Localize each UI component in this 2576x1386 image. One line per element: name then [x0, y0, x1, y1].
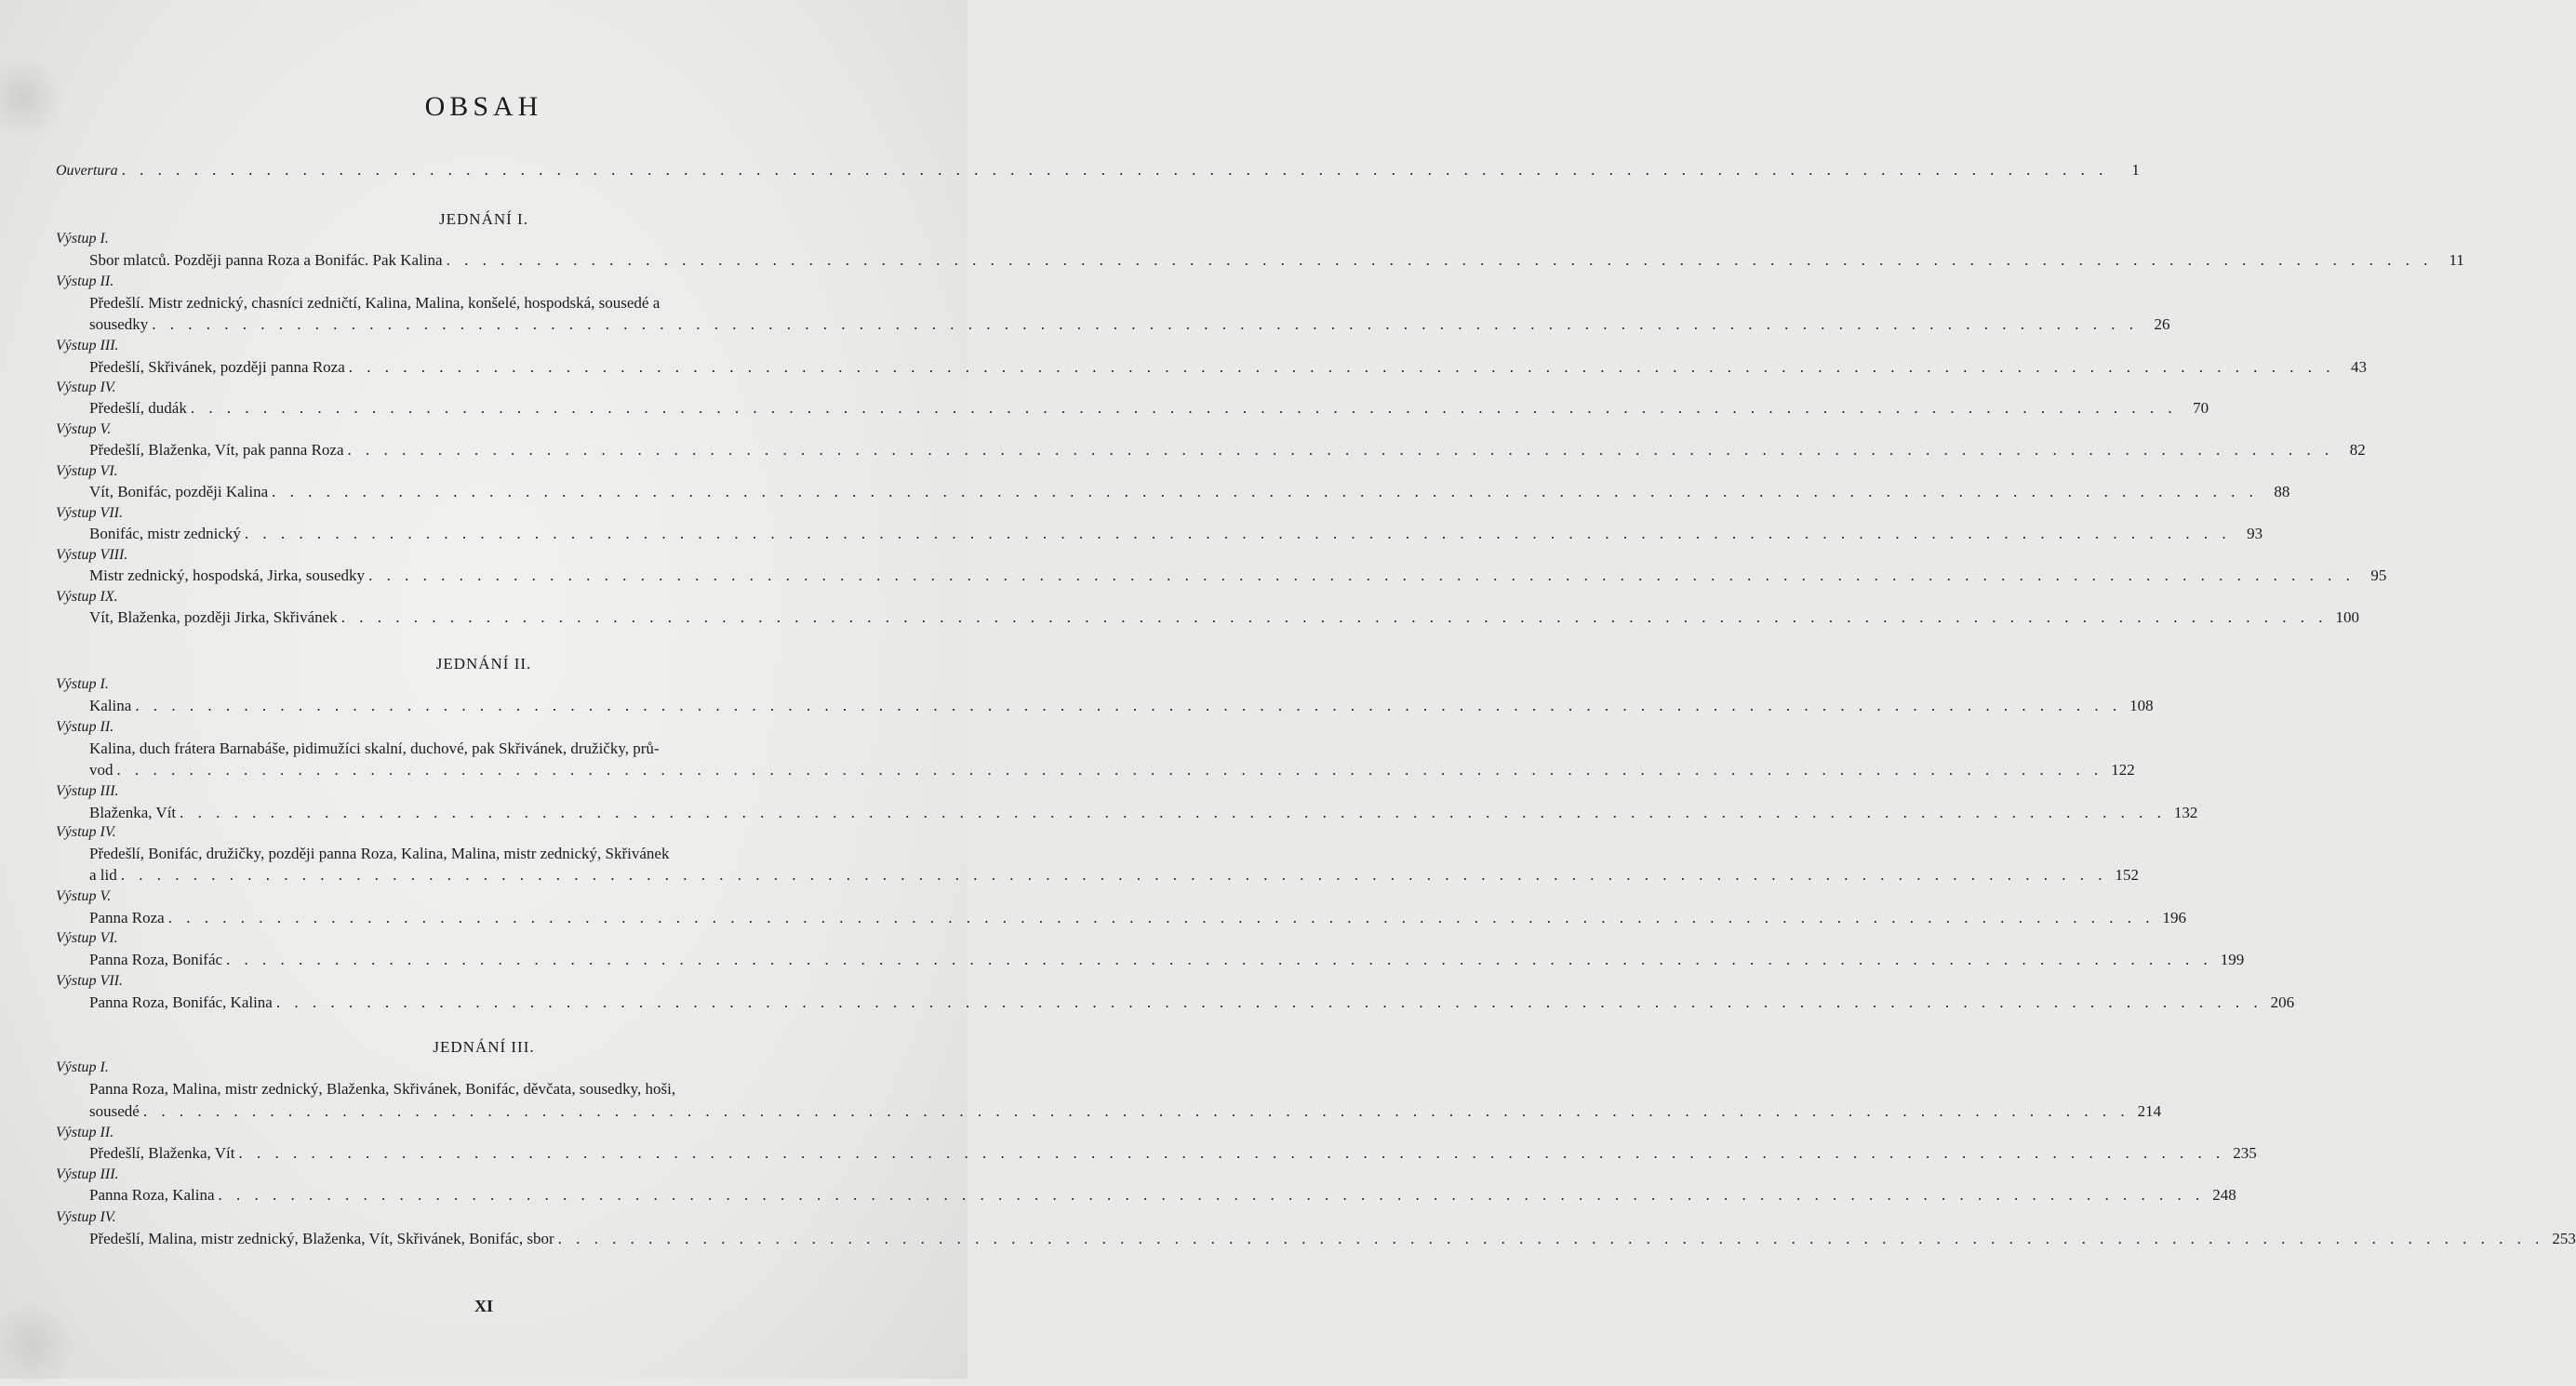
dot-leader: . . . . . . . . . . . . . . . . . . . . . . . . . . . . . . . . . . . . . . . . . . . . . . . . . . . . . . . . . . . . . . . . . . . . . . . . . . . . . . . . . . . . . . . . . . . . . . . . . . . . . . . . . . . . . .	[368, 566, 2356, 584]
dot-leader: . . . . . . . . . . . . . . . . . . . . . . . . . . . . . . . . . . . . . . . . . . . . . . . . . . . . . . . . . . . . . . . . . . . . . . . . . . . . . . . . . . . . . . . . . . . . . . . . . . . . . . . . . . . . . .	[272, 483, 2259, 500]
entry-text: Předešlí, Blaženka, Vít	[89, 1144, 235, 1162]
dot-leader: . . . . . . . . . . . . . . . . . . . . . . . . . . . . . . . . . . . . . . . . . . . . . . . . . . . . . . . . . . . . . . . . . . . . . . . . . . . . . . . . . . . . . . . . . . . . . . . . . . . . . . . . . . . . . .	[135, 697, 2122, 714]
toc-entry	[89, 1229, 2576, 1249]
dot-leader: . . . . . . . . . . . . . . . . . . . . . . . . . . . . . . . . . . . . . . . . . . . . . . . . . . . . . . . . . . . . . . . . . . . . . . . . . . . . . . . . . . . . . . . . . . . . . . . . . . . . . . . . . . . . . .	[347, 441, 2334, 459]
scene-label: Výstup II.	[56, 1125, 114, 1140]
scene-label: Výstup II.	[56, 273, 114, 289]
dot-leader: . . . . . . . . . . . . . . . . . . . . . . . . . . . . . . . . . . . . . . . . . . . . . . . . . . . . . . . . . . . . . . . . . . . . . . . . . . . . . . . . . . . . . . . . . . . . . . . . . . . . . . . . . . . . . .	[116, 761, 2103, 779]
entry-page: 43	[2351, 358, 2368, 376]
dot-leader: . . . . . . . . . . . . . . . . . . . . . . . . . . . . . . . . . . . . . . . . . . . . . . . . . . . . . . . . . . . . . . . . . . . . . . . . . . . . . . . . . . . . . . . . . . . . . . . . . . . . . . . . . . . . . .	[446, 251, 2433, 269]
entry-text: Kalina	[89, 697, 132, 714]
dot-leader: . . . . . . . . . . . . . . . . . . . . . . . . . . . . . . . . . . . . . . . . . . . . . . . . . . . . . . . . . . . . . . . . . . . . . . . . . . . . . . . . . . . . . . . . . . . . . . . . . . . . . . . . . . . . . .	[120, 866, 2107, 884]
act-heading: JEDNÁNÍ II.	[435, 655, 532, 673]
act-heading: JEDNÁNÍ I.	[439, 210, 528, 228]
entry-text: Vít, Blaženka, později Jirka, Skřivánek	[89, 608, 338, 626]
entry-text: Mistr zednický, hospodská, Jirka, sousedky	[89, 566, 366, 584]
entry-page: 70	[2193, 399, 2209, 417]
scene-label: Výstup IV.	[56, 1209, 116, 1225]
scene-label: Výstup VII.	[56, 505, 123, 521]
toc-entry	[89, 482, 2290, 502]
entry-page: 214	[2137, 1102, 2162, 1120]
toc-entry	[89, 398, 2209, 419]
scene-label: Výstup I.	[56, 1059, 109, 1075]
entry-page: 93	[2247, 525, 2263, 542]
entry-page: 199	[2220, 951, 2245, 968]
toc-entry	[89, 1185, 2236, 1206]
toc-entry	[89, 524, 2263, 544]
scene-label: Výstup II.	[56, 719, 114, 735]
entry-page: 132	[2173, 804, 2198, 821]
entry-page: 122	[2111, 761, 2135, 779]
toc-entry-overture	[56, 160, 2140, 181]
toc-entry	[89, 566, 2387, 586]
toc-entry	[89, 607, 2359, 628]
entry-page: 108	[2129, 697, 2154, 714]
dot-leader: . . . . . . . . . . . . . . . . . . . . . . . . . . . . . . . . . . . . . . . . . . . . . . . . . . . . . . . . . . . . . . . . . . . . . . . . . . . . . . . . . . . . . . . . . . . . . . . . . . . . . . . . . . . . . .	[180, 804, 2167, 821]
page-title: OBSAH	[424, 91, 543, 122]
toc-entry	[89, 760, 2135, 780]
dot-leader: . . . . . . . . . . . . . . . . . . . . . . . . . . . . . . . . . . . . . . . . . . . . . . . . . . . . . . . . . . . . . . . . . . . . . . . . . . . . . . . . . . . . . . . . . . . . . . . . . . . . . . . . . . . . . .	[167, 909, 2155, 926]
toc-entry	[89, 314, 2170, 335]
entry-text: Předešlí. Mistr zednický, chasníci zedničtí, Kalina, Malina, konšelé, hospodská, sousedé a	[89, 294, 661, 312]
scene-label: Výstup III.	[56, 783, 119, 799]
dot-leader: . . . . . . . . . . . . . . . . . . . . . . . . . . . . . . . . . . . . . . . . . . . . . . . . . . . . . . . . . . . . . . . . . . . . . . . . . . . . . . . . . . . . . . . . . . . . . . . . . . . . . . . . . . . . . .	[152, 315, 2139, 333]
page-number: XI	[474, 1297, 493, 1315]
scene-label: Výstup I.	[56, 676, 109, 692]
toc-entry	[89, 950, 2245, 970]
entry-text: sousedky	[89, 315, 149, 333]
scene-label: Výstup I.	[56, 231, 109, 247]
entry-page: 11	[2449, 251, 2464, 269]
dot-leader: . . . . . . . . . . . . . . . . . . . . . . . . . . . . . . . . . . . . . . . . . . . . . . . . . . . . . . . . . . . . . . . . . . . . . . . . . . . . . . . . . . . . . . . . . . . . . . . . . . . . . . . . . . . . . .	[121, 161, 2108, 179]
entry-text: sousedé	[89, 1102, 140, 1120]
entry-text: Bonifác, mistr zednický	[89, 525, 241, 542]
scene-label: Výstup III.	[56, 338, 119, 353]
toc-entry	[89, 803, 2198, 823]
entry-text: Sbor mlatců. Později panna Roza a Bonifác. Pak Kalina	[89, 251, 443, 269]
entry-page: 206	[2270, 993, 2295, 1011]
toc-entry	[89, 1101, 2162, 1122]
dot-leader: . . . . . . . . . . . . . . . . . . . . . . . . . . . . . . . . . . . . . . . . . . . . . . . . . . . . . . . . . . . . . . . . . . . . . . . . . . . . . . . . . . . . . . . . . . . . . . . . . . . . . . . . . . . . . .	[557, 1230, 2544, 1247]
entry-text: Ouvertura	[56, 163, 118, 179]
entry-page: 82	[2349, 441, 2366, 459]
entry-page: 248	[2212, 1186, 2236, 1204]
entry-text: Blaženka, Vít	[89, 804, 177, 821]
entry-text: Panna Roza, Bonifác, Kalina	[89, 993, 273, 1011]
entry-page: 1	[2131, 161, 2140, 179]
scene-label: Výstup IV.	[56, 380, 116, 395]
scene-label: Výstup IV.	[56, 824, 116, 840]
entry-text: Kalina, duch frátera Barnabáše, pidimužíci skalní, duchové, pak Skřivánek, družičky, prů-	[89, 740, 660, 757]
entry-text: vod	[89, 761, 113, 779]
toc-entry	[89, 357, 2368, 378]
scene-label: Výstup V.	[56, 421, 112, 437]
toc-entry	[89, 440, 2366, 460]
entry-page: 152	[2115, 866, 2139, 884]
dot-leader: . . . . . . . . . . . . . . . . . . . . . . . . . . . . . . . . . . . . . . . . . . . . . . . . . . . . . . . . . . . . . . . . . . . . . . . . . . . . . . . . . . . . . . . . . . . . . . . . . . . . . . . . . . . . . .	[190, 399, 2178, 417]
dot-leader: . . . . . . . . . . . . . . . . . . . . . . . . . . . . . . . . . . . . . . . . . . . . . . . . . . . . . . . . . . . . . . . . . . . . . . . . . . . . . . . . . . . . . . . . . . . . . . . . . . . . . . . . . . . . . .	[340, 608, 2328, 626]
dot-leader: . . . . . . . . . . . . . . . . . . . . . . . . . . . . . . . . . . . . . . . . . . . . . . . . . . . . . . . . . . . . . . . . . . . . . . . . . . . . . . . . . . . . . . . . . . . . . . . . . . . . . . . . . . . . . .	[348, 358, 2336, 376]
toc-entry	[89, 250, 2464, 271]
toc-entry	[89, 865, 2139, 886]
entry-page: 100	[2335, 608, 2359, 626]
toc-entry	[89, 696, 2154, 716]
dot-leader: . . . . . . . . . . . . . . . . . . . . . . . . . . . . . . . . . . . . . . . . . . . . . . . . . . . . . . . . . . . . . . . . . . . . . . . . . . . . . . . . . . . . . . . . . . . . . . . . . . . . . . . . . . . . . .	[226, 951, 2213, 968]
act-heading: JEDNÁNÍ III.	[433, 1038, 535, 1056]
scene-label: Výstup V.	[56, 888, 112, 904]
scene-label: Výstup VI.	[56, 463, 118, 479]
toc-entry	[89, 1143, 2257, 1164]
entry-page: 88	[2274, 483, 2290, 500]
entry-page: 235	[2233, 1144, 2257, 1162]
entry-text: Předešlí, Blaženka, Vít, pak panna Roza	[89, 441, 344, 459]
toc-entry	[89, 993, 2295, 1013]
dot-leader: . . . . . . . . . . . . . . . . . . . . . . . . . . . . . . . . . . . . . . . . . . . . . . . . . . . . . . . . . . . . . . . . . . . . . . . . . . . . . . . . . . . . . . . . . . . . . . . . . . . . . . . . . . . . . .	[218, 1186, 2205, 1204]
dot-leader: . . . . . . . . . . . . . . . . . . . . . . . . . . . . . . . . . . . . . . . . . . . . . . . . . . . . . . . . . . . . . . . . . . . . . . . . . . . . . . . . . . . . . . . . . . . . . . . . . . . . . . . . . . . . . .	[142, 1102, 2130, 1120]
scene-label: Výstup VI.	[56, 930, 118, 946]
toc-entry	[89, 908, 2186, 928]
scene-label: Výstup VII.	[56, 973, 123, 989]
entry-text: Předešlí, Bonifác, družičky, později panna Roza, Kalina, Malina, mistr zednický, Skřivánek	[89, 845, 670, 862]
entry-text: Předešlí, dudák	[89, 399, 187, 417]
entry-text: a lid	[89, 866, 117, 884]
scene-label: Výstup IX.	[56, 589, 118, 605]
dot-leader: . . . . . . . . . . . . . . . . . . . . . . . . . . . . . . . . . . . . . . . . . . . . . . . . . . . . . . . . . . . . . . . . . . . . . . . . . . . . . . . . . . . . . . . . . . . . . . . . . . . . . . . . . . . . . .	[244, 525, 2232, 542]
entry-text: Panna Roza	[89, 909, 165, 926]
entry-page: 253	[2552, 1230, 2576, 1247]
entry-text: Panna Roza, Bonifác	[89, 951, 223, 968]
dot-leader: . . . . . . . . . . . . . . . . . . . . . . . . . . . . . . . . . . . . . . . . . . . . . . . . . . . . . . . . . . . . . . . . . . . . . . . . . . . . . . . . . . . . . . . . . . . . . . . . . . . . . . . . . . . . . .	[275, 993, 2263, 1011]
entry-text: Předešlí, Malina, mistr zednický, Blaženka, Vít, Skřivánek, Bonifác, sbor	[89, 1230, 554, 1247]
entry-text: Panna Roza, Malina, mistr zednický, Blaženka, Skřivánek, Bonifác, děvčata, sousedky, hoši,	[89, 1080, 676, 1098]
entry-page: 196	[2162, 909, 2186, 926]
entry-page: 95	[2370, 566, 2387, 584]
entry-page: 26	[2154, 315, 2170, 333]
scene-label: Výstup III.	[56, 1166, 119, 1182]
scene-label: Výstup VIII.	[56, 547, 128, 563]
entry-text: Vít, Bonifác, později Kalina	[89, 483, 269, 500]
entry-text: Panna Roza, Kalina	[89, 1186, 215, 1204]
dot-leader: . . . . . . . . . . . . . . . . . . . . . . . . . . . . . . . . . . . . . . . . . . . . . . . . . . . . . . . . . . . . . . . . . . . . . . . . . . . . . . . . . . . . . . . . . . . . . . . . . . . . . . . . . . . . . .	[238, 1144, 2225, 1162]
entry-text: Předešlí, Skřivánek, později panna Roza	[89, 358, 345, 376]
